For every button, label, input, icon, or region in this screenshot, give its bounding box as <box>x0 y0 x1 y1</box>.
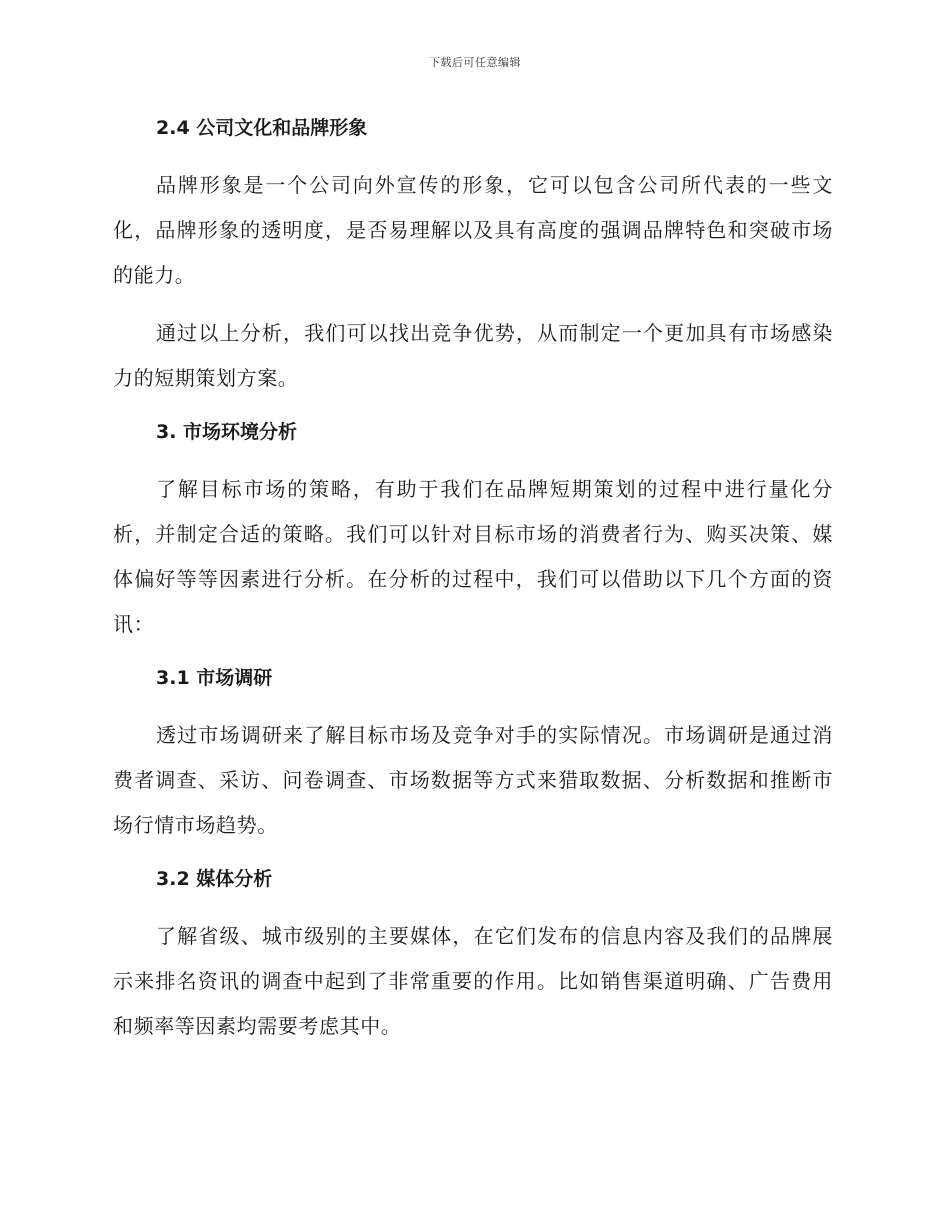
page-header-note: 下载后可任意编辑 <box>429 56 521 69</box>
section-heading-brand-culture: 2.4 公司文化和品牌形象 <box>156 117 368 139</box>
document-body <box>113 110 833 1062</box>
paragraph-target-market: 了解目标市场的策略，有助于我们在品牌短期策划的过程中进行量化分析，并制定合适的策略。我们可以针对目标市场的消费者行为、购买决策、媒体偏好等等因素进行分析。在分析的过程中，我们可以借助以下几个方面的资讯： <box>113 477 833 636</box>
paragraph-competitive-advantage: 通过以上分析，我们可以找出竞争优势，从而制定一个更加具有市场感染力的短期策划方案。 <box>113 321 833 390</box>
section-heading-market-research: 3.1 市场调研 <box>156 667 273 689</box>
paragraph-market-research: 透过市场调研来了解目标市场及竞争对手的实际情况。市场调研是通过消费者调查、采访、问卷调查、市场数据等方式来猎取数据、分析数据和推断市场行情市场趋势。 <box>113 723 833 837</box>
paragraph-media-analysis: 了解省级、城市级别的主要媒体，在它们发布的信息内容及我们的品牌展示来排名资讯的调查中起到了非常重要的作用。比如销售渠道明确、广告费用和频率等因素均需要考虑其中。 <box>113 924 833 1038</box>
section-heading-media-analysis: 3.2 媒体分析 <box>156 868 273 890</box>
paragraph-brand-image: 品牌形象是一个公司向外宣传的形象，它可以包含公司所代表的一些文化，品牌形象的透明度，是否易理解以及具有高度的强调品牌特色和突破市场的能力。 <box>113 173 833 287</box>
section-heading-market-environment: 3. 市场环境分析 <box>156 421 298 443</box>
